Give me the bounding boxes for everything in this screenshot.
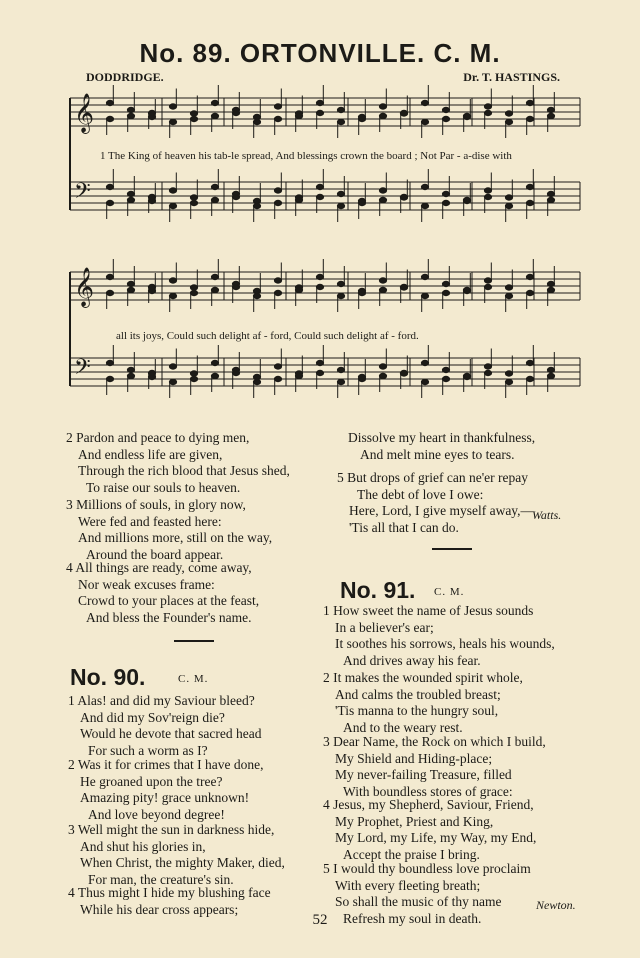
hymn-89-title: No. 89. ORTONVILLE. C. M. xyxy=(139,38,501,68)
hymn-91-verse-3: 3 Dear Name, the Rock on which I build, My Shield and Hiding-place; My never-failing Treasure, filled With boundless stores of grace: xyxy=(323,734,546,799)
svg-text:𝄞: 𝄞 xyxy=(74,93,95,133)
hymn-89-verse-3: 3 Millions of souls, in glory now, Were fed and feasted here: And millions more, still on the way, Around the board appear. xyxy=(66,497,273,562)
hymn-91-verse-4: 4 Jesus, my Shepherd, Saviour, Friend, My Prophet, Priest and King, My Lord, my Life, my Way, my End, Accept the praise I bring. xyxy=(323,797,537,862)
hymn-89-lyric-line-1: 1 The King of heaven his tab-le spread, And blessings crown the board ; Not Par - a-dise with xyxy=(100,150,512,162)
hymn-91-number: No. 91. xyxy=(340,577,416,603)
hymn-90-meter: C. M. xyxy=(178,673,209,685)
svg-text:𝄞: 𝄞 xyxy=(74,267,95,307)
music-score xyxy=(0,0,640,420)
hymn-90-number: No. 90. xyxy=(70,664,146,690)
hymn-89-attribution: Watts. xyxy=(532,508,562,522)
score-notes xyxy=(74,85,555,398)
hymn-91-attribution: Newton. xyxy=(536,898,576,912)
hymn-90-verse-1: 1 Alas! and did my Saviour bleed? And did my Sov'reign die? Would he devote that sacred head For such a worm as I? xyxy=(68,693,262,758)
hymn-91-verse-1: 1 How sweet the name of Jesus sounds In a believer's ear; It soothes his sorrows, heals his wounds, And drives away his fear. xyxy=(323,603,555,668)
hymn-90-verse-2: 2 Was it for crimes that I have done, He groaned upon the tree? Amazing pity! grace unknown! And love beyond degree! xyxy=(68,757,264,822)
hymn-89-verse-4: 4 All things are ready, come away, Nor weak excuses frame: Crowd to your places at the feast, And bless the Founder's name. xyxy=(66,560,260,625)
hymn-91-verse-5: 5 I would thy boundless love proclaim With every fleeting breath; So shall the music of thy name Refresh my soul in death. xyxy=(323,861,531,926)
staff-lines xyxy=(70,98,580,386)
divider xyxy=(174,640,214,642)
hymn-89-verse-2: 2 Pardon and peace to dying men, And endless life are given, Through the rich blood that Jesus shed, To raise our souls to heaven. xyxy=(66,430,290,495)
hymn-91-verse-2: 2 It makes the wounded spirit whole, And calms the troubled breast; 'Tis manna to the hungry soul, And to the weary rest. xyxy=(323,670,523,735)
hymn-89-lyric-line-2: all its joys, Could such delight af - ford, Could such delight af - ford. xyxy=(116,330,419,342)
page-number: 52 xyxy=(312,912,328,928)
hymn-89-author: DODDRIDGE. xyxy=(86,70,164,84)
hymn-90-verse-4: 4 Thus might I hide my blushing face While his dear cross appears; xyxy=(68,885,271,917)
svg-text:𝄢: 𝄢 xyxy=(74,355,91,385)
divider xyxy=(432,548,472,550)
hymn-89-composer: Dr. T. HASTINGS. xyxy=(463,70,560,84)
hymn-90-verse-3: 3 Well might the sun in darkness hide, And shut his glories in, When Christ, the mighty Maker, died, For man, the creature's sin. xyxy=(68,822,285,887)
hymn-89-verse-4-end: Dissolve my heart in thankfulness, And melt mine eyes to tears. xyxy=(348,430,536,462)
hymn-91-meter: C. M. xyxy=(434,586,465,598)
hymn-89-verse-5: 5 But drops of grief can ne'er repay The debt of love I owe: Here, Lord, I give myself away,— 'Tis all that I can do. xyxy=(337,470,535,535)
svg-text:𝄢: 𝄢 xyxy=(74,179,91,209)
